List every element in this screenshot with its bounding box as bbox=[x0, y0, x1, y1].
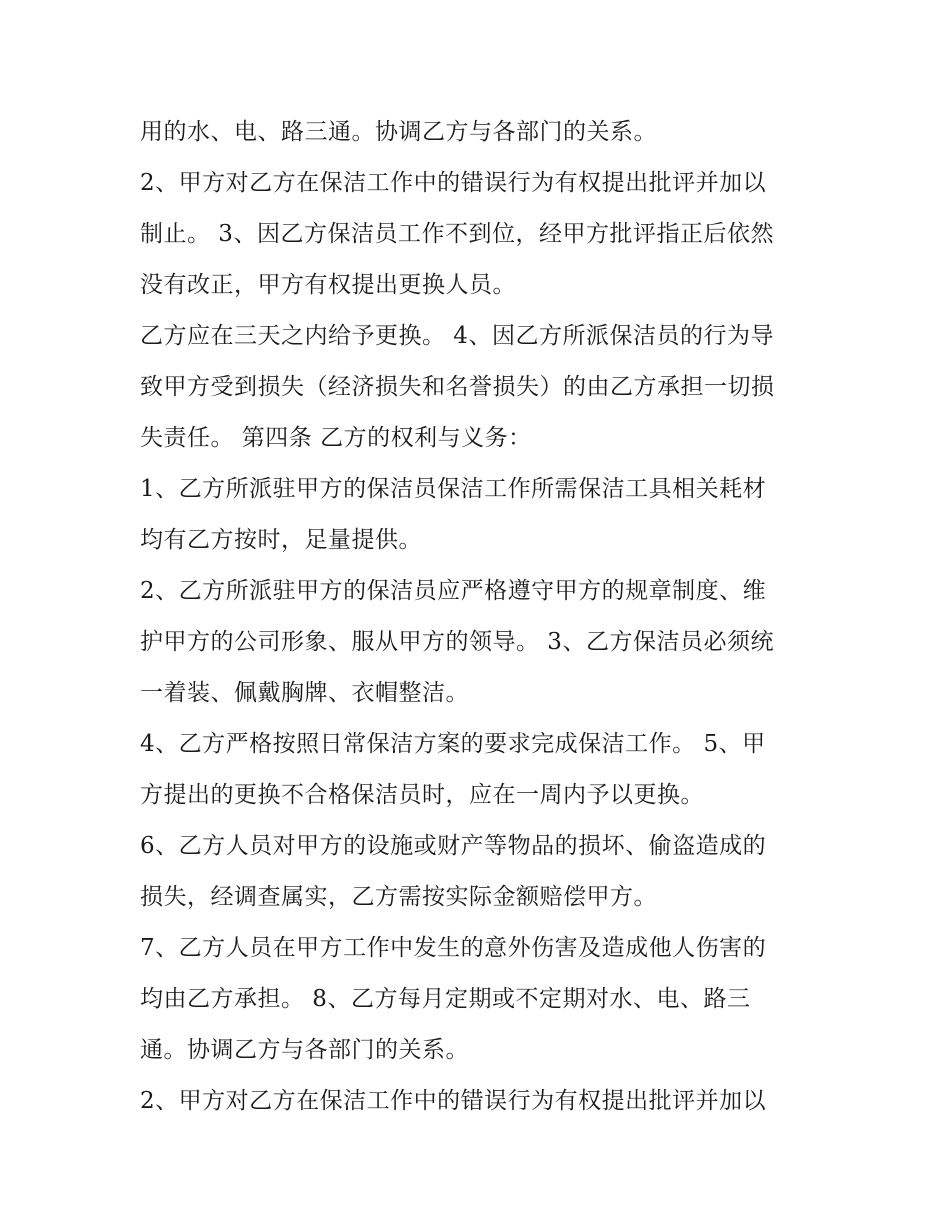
document-body bbox=[140, 107, 830, 1127]
text-line: 一着装、佩戴胸牌、衣帽整洁。 bbox=[140, 680, 469, 706]
text-line: 均有乙方按时，足量提供。 bbox=[140, 527, 422, 553]
text-line: 7、乙方人员在甲方工作中发生的意外伤害及造成他人伤害的 bbox=[140, 935, 767, 961]
text-line: 2、乙方所派驻甲方的保洁员应严格遵守甲方的规章制度、维 bbox=[140, 578, 767, 604]
text-line: 通。协调乙方与各部门的关系。 bbox=[140, 1037, 469, 1063]
text-line: 没有改正，甲方有权提出更换人员。 bbox=[140, 272, 516, 298]
text-line: 护甲方的公司形象、服从甲方的领导。 3、乙方保洁员必须统 bbox=[140, 629, 774, 655]
text-line: 损失，经调查属实，乙方需按实际金额赔偿甲方。 bbox=[140, 884, 657, 910]
text-line: 致甲方受到损失（经济损失和名誉损失）的由乙方承担一切损 bbox=[140, 374, 775, 400]
text-line: 2、甲方对乙方在保洁工作中的错误行为有权提出批评并加以 bbox=[140, 170, 767, 196]
text-line: 用的水、电、路三通。协调乙方与各部门的关系。 bbox=[140, 119, 657, 145]
text-line: 6、乙方人员对甲方的设施或财产等物品的损坏、偷盗造成的 bbox=[140, 833, 767, 859]
text-line: 失责任。 第四条 乙方的权利与义务： bbox=[140, 425, 532, 451]
text-line: 均由乙方承担。 8、乙方每月定期或不定期对水、电、路三 bbox=[140, 986, 751, 1012]
text-line: 制止。 3、因乙方保洁员工作不到位，经甲方批评指正后依然 bbox=[140, 221, 774, 247]
text-line: 乙方应在三天之内给予更换。 4、因乙方所派保洁员的行为导 bbox=[140, 323, 774, 349]
text-line: 方提出的更换不合格保洁员时，应在一周内予以更换。 bbox=[140, 782, 704, 808]
text-line: 4、乙方严格按照日常保洁方案的要求完成保洁工作。 5、甲 bbox=[140, 731, 766, 757]
text-line: 2、甲方对乙方在保洁工作中的错误行为有权提出批评并加以 bbox=[140, 1088, 767, 1114]
text-line: 1、乙方所派驻甲方的保洁员保洁工作所需保洁工具相关耗材 bbox=[140, 476, 767, 502]
